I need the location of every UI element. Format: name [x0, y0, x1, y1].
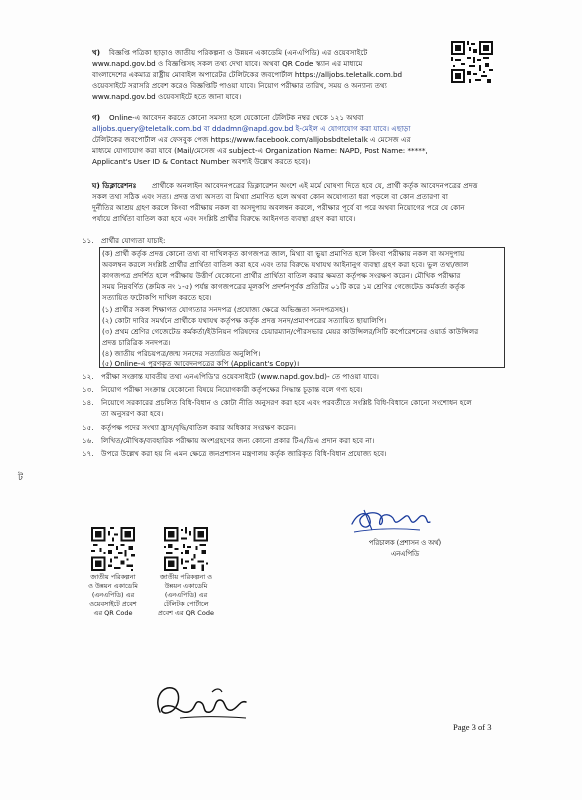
item-12-line-1: পরীক্ষা সংক্রান্ত যাবতীয় তথ্য এনএপিডি'র ওয়েবসাইটে (www.napd.gov.bd)- তে পাওয়া যাবে। — [101, 372, 379, 381]
qr-caption-left-3: (এনএপিডি) এর — [91, 591, 135, 599]
item-11-box-line-11: (৫) Online-এ পূরণকৃত আবেদনপত্রের কপি (Applicant's Copy)। — [102, 359, 300, 368]
section-kha-marker: খ) — [92, 48, 101, 57]
section-gha-line-1: প্রার্থীকে অনলাইন আবেদনপত্রের ডিক্লারেশন অংশে এই মর্মে ঘোষণা দিতে হবে যে, প্রার্থী কর্তৃক আবেদনপত্রের প্রদত্ত — [152, 181, 478, 190]
item-11-box-line-6: (১) প্রার্থীর সকল শিক্ষাগত যোগ্যতার সনদপত্র (প্রযোজ্য ক্ষেত্রে অভিজ্ঞতা সনদপত্রসহ)। — [102, 305, 349, 314]
signatory-title: পরিচালক (প্রশাসন ও অর্থ) — [368, 539, 442, 547]
item-14-number: ১৪. — [82, 398, 94, 407]
signatory-org: এনএপিডি — [391, 550, 419, 558]
section-ga-marker: গ) — [92, 113, 100, 122]
item-11-box-line-7: (২) কোটা দাবির সমর্থনে প্রার্থীকে যথাযথ কর্তৃপক্ষ কর্তৃক প্রদত্ত সনদ/প্রমাণপত্রের সত্যায়িত ছায়ালিপি। — [102, 316, 387, 325]
item-11-box-line-2: অবলম্বন করলে সংশ্লিষ্ট প্রার্থীর প্রার্থিতা বাতিল করা হবে এবং তার বিরুদ্ধে যথাযথ আইনানুগ ব্যবস্থা গ্রহণ করা হবে। ভুল তথ্য/জাল — [102, 260, 469, 269]
section-ga-line-5: Applicant's User ID & Contact Number অবশ্যই উল্লেখ করতে হবে)। — [92, 157, 311, 166]
item-11-box-line-3: কাগজপত্র প্রদর্শিত হলে পরীক্ষায় উত্তীর্ণ যেকোনো প্রার্থীর প্রার্থিতা বাতিল করার ক্ষমতা কর্তৃপক্ষ সংরক্ষণ করেন। মৌখিক পরীক্ষার — [102, 271, 461, 280]
item-11-box-line-4: সময় নিম্নবর্ণিত (ক্রমিক নং ১-৫) পর্যন্ত কাগজপত্রের মূলকপি প্রদর্শনপূর্বক প্রতিটির ০১টি করে ১ম শ্রেণির গেজেটেড কর্মকর্তা কর্তৃক — [102, 282, 465, 291]
item-11-box-line-8: (৩) প্রথম শ্রেণির গেজেটেড কর্মকর্তা/ইউনিয়ন পরিষদের চেয়ারম্যান/পৌরসভার মেয়র কাউন্সিলর/সিটি কর্পোরেশনের ওয়ার্ড কাউন্সিলর — [102, 327, 479, 336]
section-ga-line-4: মাধ্যমে যোগাযোগ করা যাবে (Mail/মেসেজ এর subject-এ Organization Name: NAPD, Post Name: *****, — [92, 146, 428, 155]
section-gha-line-3: দুর্নীতির আশ্রয় গ্রহণ করলে কিংবা পরীক্ষায় নকল বা অসদুপায় অবলম্বন করলে, পরীক্ষার পূর্বে বা পরে অথবা নিয়োগের পরে যে কোন — [92, 203, 465, 212]
qr-caption-right-1: জাতীয় পরিকল্পনা ও — [160, 573, 212, 581]
item-14-line-2: তা অনুসরণ করা হবে। — [101, 409, 164, 418]
qr-caption-right-2: উন্নয়ন একাডেমি — [164, 582, 208, 590]
item-12-number: ১২. — [82, 372, 94, 381]
item-11-title: প্রার্থীর যোগ্যতা যাচাই: — [101, 236, 166, 245]
item-16-number: ১৬. — [82, 436, 94, 445]
signature-director — [348, 502, 438, 536]
margin-mark: ট — [18, 473, 23, 483]
qr-caption-right-4: টেলিটক পোর্টালে — [163, 600, 209, 608]
item-15-line-1: কর্তৃপক্ষ পদের সংখ্যা হ্রাস/বৃদ্ধি/বাতিল করার অধিকার সংরক্ষণ করেন। — [101, 423, 296, 432]
qr-code-teletalk-portal — [164, 527, 208, 571]
item-11-box-line-9: প্রদত্ত চারিত্রিক সনদপত্র। — [102, 338, 171, 347]
qr-caption-left-5: এর QR Code — [93, 609, 133, 617]
item-17-number: ১৭. — [82, 449, 94, 458]
section-gha-line-2: সকল তথ্য সঠিক এবং সত্য। প্রদত্ত তথ্য অসত্য বা মিথ্যা প্রমাণিত হলে অথবা কোন অযোগ্যতা ধরা পড়লে বা কোন প্রতারণা বা — [92, 192, 448, 201]
qr-code-top — [451, 41, 493, 83]
qr-caption-left-2: ও উন্নয়ন একাডেমি — [88, 582, 138, 590]
item-13-line-1: নিয়োগ পরীক্ষা সংক্রান্ত যেকোনো বিষয়ে নিয়োগকারী কর্তৃপক্ষের সিদ্ধান্ত চূড়ান্ত বলে গণ্য হবে। — [101, 385, 363, 394]
item-11-number: ১১. — [82, 236, 94, 245]
page-number: Page 3 of 3 — [453, 722, 492, 732]
item-15-number: ১৫. — [82, 423, 94, 432]
qr-caption-right-3: (এনএপিডি) এর — [164, 591, 208, 599]
qr-caption-left-4: ওয়েবসাইটে প্রবেশ — [89, 600, 137, 608]
qr-code-napd-website — [91, 527, 135, 571]
qr-caption-left-1: জাতীয় পরিকল্পনা — [90, 573, 136, 581]
section-kha-line-1: বিজ্ঞপ্তি পত্রিকা ছাড়াও জাতীয় পরিকল্পনা ও উন্নয়ন একাডেমি (এনএপিডি) এর ওয়েবসাইটে — [109, 48, 368, 57]
item-11-box-line-5: সত্যায়িত ফটোকপি দাখিল করতে হবে। — [102, 293, 212, 302]
item-11-box-line-10: (৪) জাতীয় পরিচয়পত্র/জন্ম সনদের সত্যায়িত অনুলিপি। — [102, 349, 261, 358]
item-17-line-1: উপরে উল্লেখ করা হয় নি এমন ক্ষেত্রে জনপ্রশাসন মন্ত্রণালয় কর্তৃক জারিকৃত বিধি-বিধান প্রযোজ্য হবে। — [101, 449, 387, 458]
item-16-line-1: লিখিত/মৌখিক/ব্যবহারিক পরীক্ষায় অংশগ্রহণের জন্য কোনো প্রকার টিএ/ডিএ প্রদান করা হবে না। — [101, 436, 375, 445]
section-gha-marker: ঘ) ডিক্লারেশনঃ — [92, 181, 137, 190]
section-ga-line-3: টেলিটকের জবপোর্টাল এর ফেসবুক পেজ https://www.facebook.com/alljobsbdteletalk এ মেসেজ এর — [92, 135, 411, 144]
section-gha-line-4: পর্যায়ে প্রার্থিতা বাতিল করা হবে এবং সংশ্লিষ্ট প্রার্থীর বিরুদ্ধে আইনগত ব্যবস্থা গ্রহণ করা যাবে। — [92, 214, 356, 223]
section-ga-line-1: Online-এ আবেদন করতে কোনো সমস্যা হলে যেকোনো টেলিটক নম্বর থেকে ১২১ অথবা — [109, 113, 364, 122]
section-kha-line-2: www.napd.gov.bd ও বিজ্ঞপ্তিসহ সকল তথ্য দেখা যাবে। অথবা QR Code স্ক্যান এর মাধ্যমে — [92, 59, 363, 68]
item-14-line-1: নিয়োগে সরকারের প্রচলিত বিধি-বিধান ও কোটা নীতি অনুসরণ করা হবে এবং পরবর্তীতে সংশ্লিষ্ট বিধি-বিধানে কোনো সংশোধন হলে — [101, 398, 472, 407]
qr-caption-right-5: প্রবেশ এর QR Code — [158, 609, 214, 617]
section-ga-line-2: alljobs.query@teletalk.com.bd বা ddadmn@napd.gov.bd ই-মেইল এ যোগাযোগ করা যাবে। এছাড়া — [92, 124, 411, 133]
signature-bottom — [150, 678, 260, 724]
section-kha-line-4: ওয়েবসাইটে সরাসরি প্রবেশ করেও বিজ্ঞপ্তিটি পাওয়া যাবে। নিয়োগ পরীক্ষার তারিখ, সময় ও অন্যান্য তথ্য — [92, 81, 387, 90]
section-kha-line-5: www.napd.gov.bd ওয়েবসাইটে হতে জানা যাবে। — [92, 92, 242, 101]
item-11-box-line-1: (ক) প্রার্থী কর্তৃক প্রদত্ত কোনো তথ্য বা দাখিলকৃত কাগজপত্র জাল, মিথ্যা বা ভুয়া প্রমাণিত হলে কিংবা পরীক্ষায় নকল বা অসদুপায় — [102, 249, 465, 258]
section-kha-line-3: বাংলাদেশের একমাত্র রাষ্ট্রীয় মোবাইল অপারেটর টেলিটকের জবপোর্টাল https://alljobs.teletalk.com.bd — [92, 70, 403, 79]
item-13-number: ১৩. — [82, 385, 94, 394]
